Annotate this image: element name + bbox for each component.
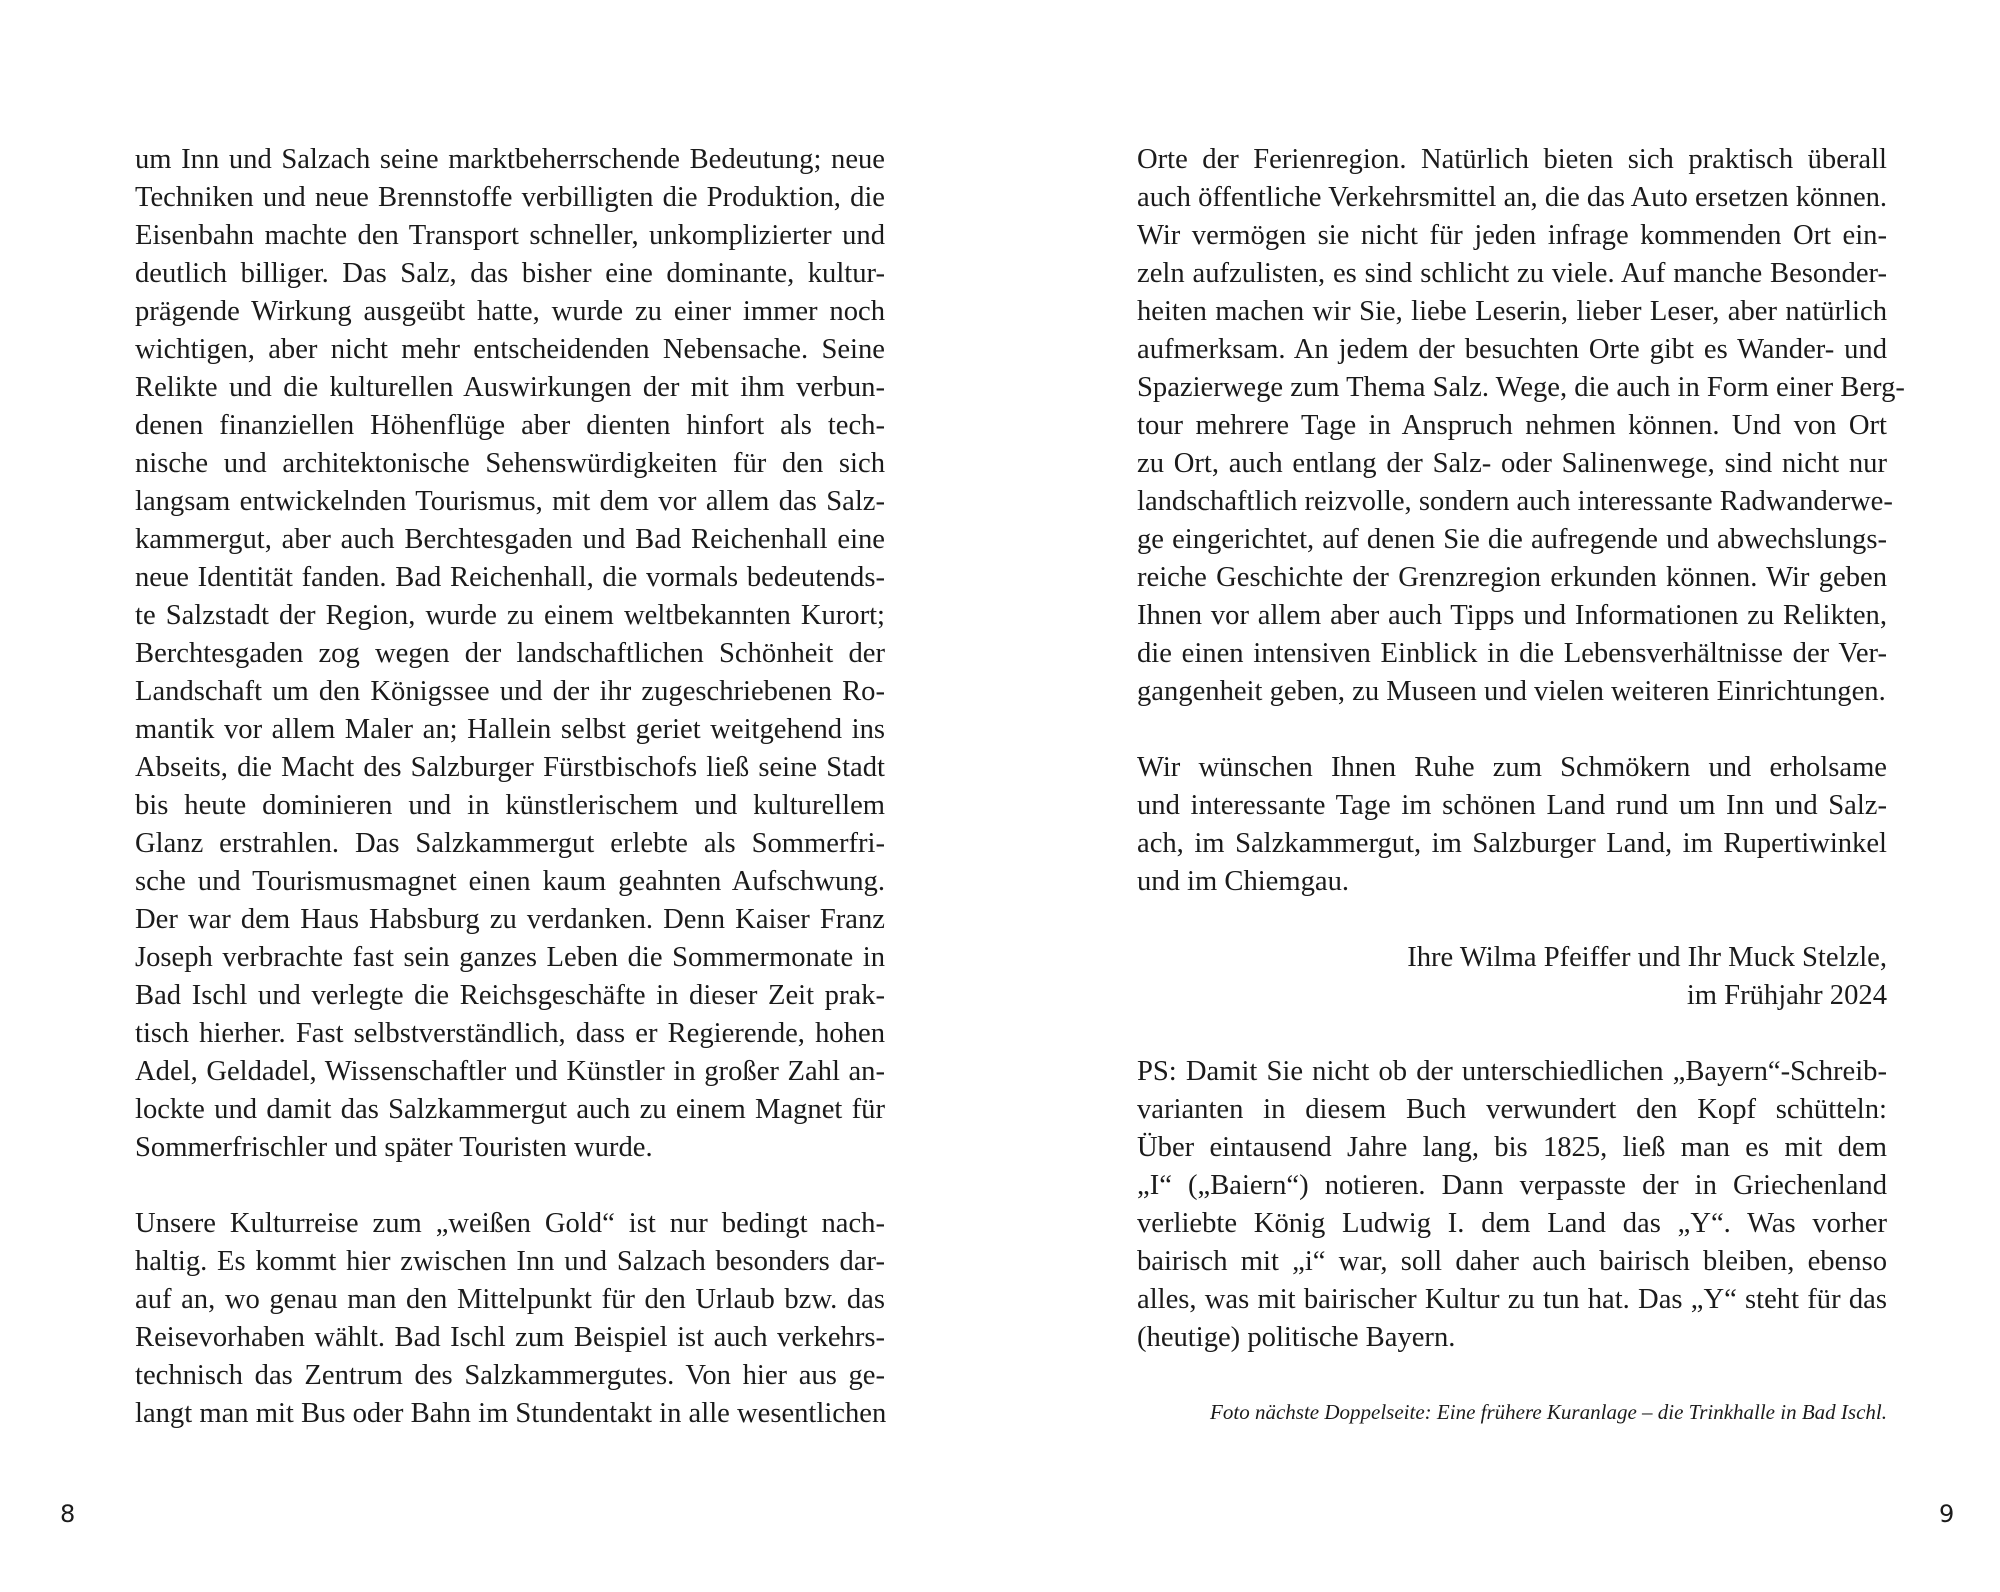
text-line: Unsere Kulturreise zum „weißen Gold“ ist nur bedingt nach- [135, 1208, 885, 1239]
text-line: Der war dem Haus Habsburg zu verdanken. Denn Kaiser Franz [135, 904, 885, 935]
text-line: Joseph verbrachte fast sein ganzes Leben die Sommermonate in [135, 942, 885, 973]
paragraph-gap [1137, 711, 1887, 749]
right-paragraph-1 [1137, 141, 1905, 711]
text-line: PS: Damit Sie nicht ob der unterschiedlichen „Bayern“-Schreib- [1137, 1056, 1887, 1087]
text-line: nische und architektonische Sehenswürdigkeiten für den sich [135, 448, 885, 479]
text-line: technisch das Zentrum des Salzkammergutes. Von hier aus ge- [135, 1360, 885, 1391]
text-line: varianten in diesem Buch verwundert den Kopf schütteln: [1137, 1094, 1887, 1125]
text-line: Wir wünschen Ihnen Ruhe zum Schmökern und erholsame [1137, 752, 1887, 783]
text-line: aufmerksam. An jedem der besuchten Orte gibt es Wander- und [1137, 334, 1887, 365]
text-line: Landschaft um den Königssee und der ihr zugeschriebenen Ro- [135, 676, 885, 707]
text-line: Glanz erstrahlen. Das Salzkammergut erlebte als Sommerfri- [135, 828, 885, 859]
right-paragraph-2 [1137, 749, 1887, 901]
text-line: neue Identität fanden. Bad Reichenhall, die vormals bedeutends- [135, 562, 885, 593]
text-line: (heutige) politische Bayern. [1137, 1322, 1456, 1353]
text-line: mantik vor allem Maler an; Hallein selbst geriet weitgehend ins [135, 714, 885, 745]
text-line: sche und Tourismusmagnet einen kaum geahnten Aufschwung. [135, 866, 885, 897]
text-line: denen finanziellen Höhenflüge aber dienten hinfort als tech- [135, 410, 885, 441]
text-line: ach, im Salzkammergut, im Salzburger Land, im Rupertiwinkel [1137, 828, 1887, 859]
text-line: kammergut, aber auch Berchtesgaden und Bad Reichenhall eine [135, 524, 885, 555]
text-line: auf an, wo genau man den Mittelpunkt für den Urlaub bzw. das [135, 1284, 885, 1315]
signature [1137, 939, 1887, 1015]
text-line: Orte der Ferienregion. Natürlich bieten sich praktisch überall [1137, 144, 1887, 175]
left-paragraph-1 [135, 141, 885, 1167]
text-line: verliebte König Ludwig I. dem Land das „Y“. Was vorher [1137, 1208, 1887, 1239]
text-line: Über eintausend Jahre lang, bis 1825, ließ man es mit dem [1137, 1132, 1887, 1163]
text-line: „I“ („Baiern“) notieren. Dann verpasste der in Griechenland [1137, 1170, 1887, 1201]
text-line: Reisevorhaben wählt. Bad Ischl zum Beispiel ist auch verkehrs- [135, 1322, 885, 1353]
text-line: Relikte und die kulturellen Auswirkungen der mit ihm verbun- [135, 372, 885, 403]
text-line: Ihnen vor allem aber auch Tipps und Informationen zu Relikten, [1137, 600, 1887, 631]
text-line: Eisenbahn machte den Transport schneller, unkomplizierter und [135, 220, 885, 251]
text-line: landschaftlich reizvolle, sondern auch interessante Radwanderwe- [1137, 486, 1893, 517]
paragraph-gap [135, 1167, 885, 1205]
caption-block [1137, 1397, 1887, 1427]
right-page [1137, 141, 1905, 1427]
left-paragraph-2 [135, 1205, 885, 1433]
text-line: heiten machen wir Sie, liebe Leserin, lieber Leser, aber natürlich [1137, 296, 1887, 327]
text-line: und interessante Tage im schönen Land rund um Inn und Salz- [1137, 790, 1887, 821]
text-line: Wir vermögen sie nicht für jeden infrage kommenden Ort ein- [1137, 220, 1887, 251]
text-line: Sommerfrischler und später Touristen wurde. [135, 1132, 653, 1163]
text-line: zeln aufzulisten, es sind schlicht zu viele. Auf manche Besonder- [1137, 258, 1887, 289]
text-line: und im Chiemgau. [1137, 866, 1350, 897]
text-line: tour mehrere Tage in Anspruch nehmen können. Und von Ort [1137, 410, 1887, 441]
text-line: Abseits, die Macht des Salzburger Fürstbischofs ließ seine Stadt [135, 752, 885, 783]
text-line: gangenheit geben, zu Museen und vielen weiteren Einrichtungen. [1137, 676, 1886, 707]
text-line: prägende Wirkung ausgeübt hatte, wurde zu einer immer noch [135, 296, 885, 327]
text-line: um Inn und Salzach seine marktbeherrschende Bedeutung; neue [135, 144, 885, 175]
text-line: langsam entwickelnden Tourismus, mit dem vor allem das Salz- [135, 486, 885, 517]
signature-line: im Frühjahr 2024 [1686, 980, 1887, 1011]
text-line: zu Ort, auch entlang der Salz- oder Salinenwege, sind nicht nur [1137, 448, 1887, 479]
signature-line: Ihre Wilma Pfeiffer und Ihr Muck Stelzle, [1407, 942, 1887, 973]
text-line: langt man mit Bus oder Bahn im Stundentakt in alle wesentlichen [135, 1398, 887, 1429]
page-number-left: 8 [60, 1500, 76, 1528]
text-line: Techniken und neue Brennstoffe verbilligten die Produktion, die [135, 182, 885, 213]
text-line: alles, was mit bairischer Kultur zu tun hat. Das „Y“ steht für das [1137, 1284, 1887, 1315]
text-line: Berchtesgaden zog wegen der landschaftlichen Schönheit der [135, 638, 885, 669]
text-line: lockte und damit das Salzkammergut auch zu einem Magnet für [135, 1094, 885, 1125]
text-line: Bad Ischl und verlegte die Reichsgeschäfte in dieser Zeit prak- [135, 980, 885, 1011]
text-line: reiche Geschichte der Grenzregion erkunden können. Wir geben [1137, 562, 1887, 593]
text-line: bis heute dominieren und in künstlerischem und kulturellem [135, 790, 885, 821]
text-line: tisch hierher. Fast selbstverständlich, dass er Regierende, hohen [135, 1018, 885, 1049]
text-line: die einen intensiven Einblick in die Lebensverhältnisse der Ver- [1137, 638, 1887, 669]
text-line: bairisch mit „i“ war, soll daher auch bairisch bleiben, ebenso [1137, 1246, 1887, 1277]
left-page [135, 141, 885, 1433]
text-line: auch öffentliche Verkehrsmittel an, die das Auto ersetzen können. [1137, 182, 1888, 213]
text-line: ge eingerichtet, auf denen Sie die aufregende und abwechslungs- [1137, 524, 1887, 555]
postscript [1137, 1053, 1887, 1357]
paragraph-gap [1137, 1015, 1887, 1053]
text-line: wichtigen, aber nicht mehr entscheidenden Nebensache. Seine [135, 334, 885, 365]
text-line: te Salzstadt der Region, wurde zu einem weltbekannten Kurort; [135, 600, 885, 631]
text-line: Adel, Geldadel, Wissenschaftler und Künstler in großer Zahl an- [135, 1056, 885, 1087]
photo-caption: Foto nächste Doppelseite: Eine frühere Kuranlage – die Trinkhalle in Bad Ischl. [1210, 1400, 1887, 1424]
page-number-right: 9 [1939, 1500, 1955, 1528]
text-line: Spazierwege zum Thema Salz. Wege, die auch in Form einer Berg- [1137, 372, 1905, 403]
paragraph-gap [1137, 901, 1887, 939]
text-line: deutlich billiger. Das Salz, das bisher eine dominante, kultur- [135, 258, 885, 289]
text-line: haltig. Es kommt hier zwischen Inn und Salzach besonders dar- [135, 1246, 885, 1277]
